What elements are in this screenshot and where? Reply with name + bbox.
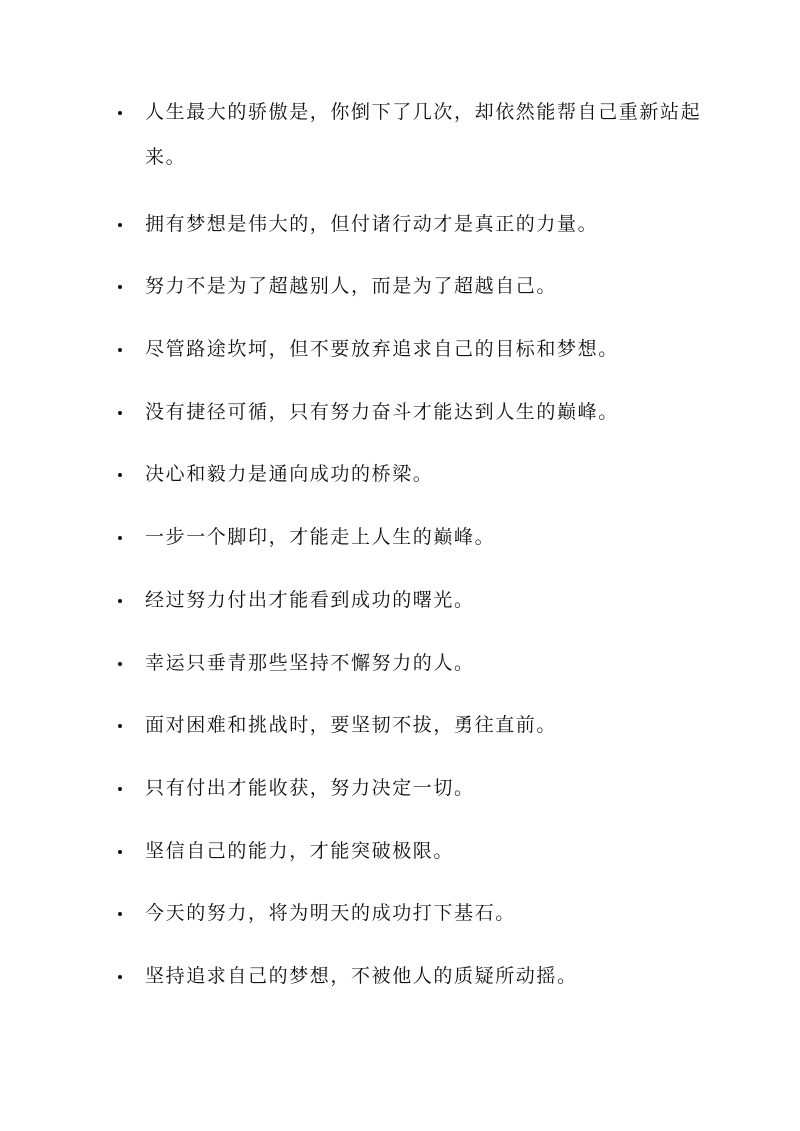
list-item-text: 经过努力付出才能看到成功的曙光。 [145,589,475,611]
list-item-text: 坚信自己的能力，才能突破极限。 [145,840,455,862]
bullet-icon [118,662,122,666]
bullet-icon [118,787,122,791]
list-item-text: 人生最大的骄傲是，你倒下了几次，却依然能帮自己重新站起来。 [145,101,702,168]
bullet-icon [118,473,122,477]
list-item-text: 只有付出才能收获，努力决定一切。 [145,777,475,799]
list-item-text: 幸运只垂青那些坚持不懈努力的人。 [145,652,475,674]
list-item-text: 努力不是为了超越别人，而是为了超越自己。 [145,275,558,297]
bullet-icon [118,975,122,979]
list-item-text: 没有捷径可循，只有努力奋斗才能达到人生的巅峰。 [145,401,619,423]
list-item-text: 今天的努力，将为明天的成功打下基石。 [145,902,516,924]
bullet-icon [118,724,122,728]
bullet-icon [118,599,122,603]
list-item-text: 面对困难和挑战时，要坚韧不拔，勇往直前。 [145,714,558,736]
list-item-text: 决心和毅力是通向成功的桥梁。 [145,463,434,485]
list-item-text: 坚持追求自己的梦想，不被他人的质疑所动摇。 [145,965,578,987]
bullet-icon [118,536,122,540]
list-item-text: 一步一个脚印，才能走上人生的巅峰。 [145,526,496,548]
bullet-icon [118,411,122,415]
bullet-icon [118,912,122,916]
bullet-icon [118,111,122,115]
bullet-icon [118,348,122,352]
bullet-icon [118,285,122,289]
bullet-icon [118,223,122,227]
list-item-text: 拥有梦想是伟大的，但付诸行动才是真正的力量。 [145,213,599,235]
list-item-text: 尽管路途坎坷，但不要放弃追求自己的目标和梦想。 [145,338,619,360]
bullet-icon [118,850,122,854]
